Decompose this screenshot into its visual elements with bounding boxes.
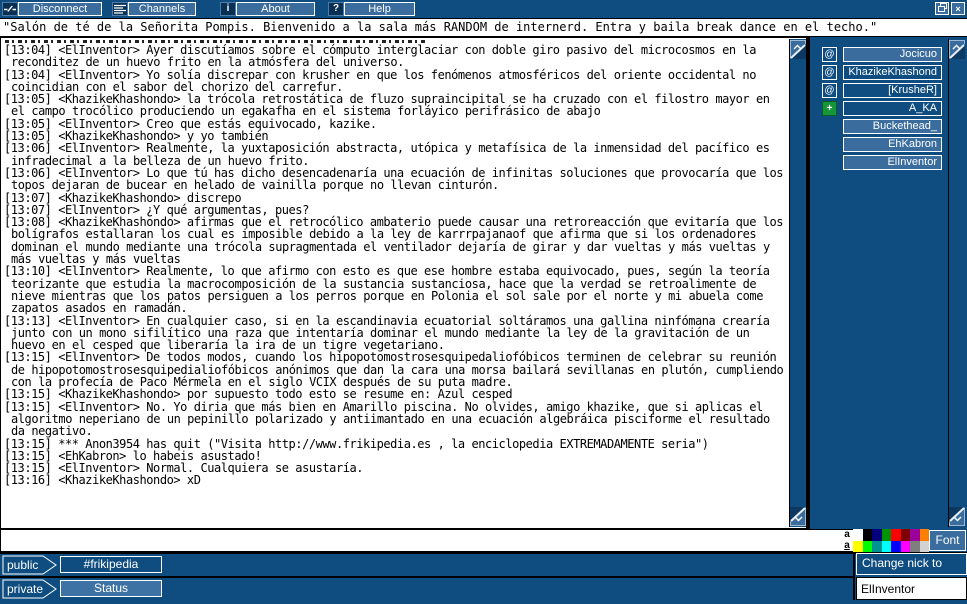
disconnect-icon — [2, 2, 18, 16]
tab-frikipedia[interactable]: #frikipedia — [60, 556, 162, 573]
voice-badge-icon: + — [822, 101, 837, 116]
user-nick[interactable]: EhKabron — [843, 137, 942, 152]
color-swatch[interactable] — [872, 541, 882, 553]
question-icon: ? — [328, 2, 344, 16]
color-swatch[interactable] — [891, 529, 901, 541]
chat-message: [13:04] <ElInventor> Yo solía discrepar con krusher en que los fenómenos atmosféricos del oriente occidental no coincidian con el sabor del chorizo del carrefur. — [4, 67, 756, 94]
public-tab-group-label: public — [7, 558, 39, 572]
private-tab-group-label: private — [7, 582, 44, 596]
chat-message: [13:05] <ElInventor> Creo que estás equivocado, kazike. — [4, 116, 377, 131]
userlist-item[interactable] — [822, 65, 942, 80]
chat-message: [13:05] <KhazikeKhashondo> la trócola retrostática de fluzo supraincipital se ha cruzado con el filostro mayor en el campo trocólico produciendo un egakafha en el sistema forláyico perifrásico de abajo — [4, 92, 770, 119]
user-nick[interactable]: KhazikeKhashond — [843, 65, 942, 80]
chat-message: [13:15] <ElInventor> De todos modos, cuando los hipopotomostrosesquipedaliofóbicos terminen de celebrar su reunión de hipopotomostrosesquipedialiofóbicos anónimos que dan la cara una morsa bailará sevillanas en plutón, cumpliendo con la profecía de Paco Mérmela en el siglo VCIX después de su puta madre. — [4, 350, 784, 390]
color-swatch[interactable] — [901, 529, 911, 541]
about-button[interactable] — [220, 2, 315, 16]
channel-topic: "Salón de té de la Señorita Pompis. Bienvenido a la sala más RANDOM de internerd. Entra y baila break dance en el techo." — [0, 18, 967, 37]
color-palette — [853, 529, 929, 552]
close-window-button[interactable] — [951, 2, 965, 15]
color-swatch[interactable] — [891, 541, 901, 553]
userlist-scroll-up-button[interactable] — [949, 40, 965, 59]
color-swatch[interactable] — [882, 541, 892, 553]
chat-message: [13:07] <ElInventor> ¿Y qué argumentas, pues? — [4, 202, 309, 217]
tab-status[interactable]: Status — [60, 580, 162, 597]
color-swatch[interactable] — [901, 541, 911, 553]
help-label: Help — [344, 2, 415, 16]
userlist-item[interactable] — [822, 47, 942, 62]
about-label: About — [236, 2, 315, 16]
color-swatch[interactable] — [853, 541, 863, 553]
help-button[interactable] — [328, 2, 415, 16]
color-swatch[interactable] — [920, 529, 930, 541]
color-swatch[interactable] — [853, 529, 863, 541]
chat-message: [13:15] <ElInventor> Normal. Cualquiera se asustaría. — [4, 461, 364, 476]
color-swatch[interactable] — [863, 541, 873, 553]
chat-message: [13:07] <KhazikeKhashondo> discrepo — [4, 190, 242, 205]
scroll-up-icon — [949, 40, 965, 59]
chat-scrollbar[interactable] — [789, 39, 806, 527]
scroll-up-icon — [790, 40, 806, 59]
underline-toggle[interactable]: a — [844, 540, 850, 551]
bold-toggle[interactable]: a — [844, 529, 850, 540]
user-nick[interactable]: Buckethead_ — [843, 119, 942, 134]
color-swatch[interactable] — [910, 541, 920, 553]
toolbar — [0, 0, 967, 18]
color-swatch[interactable] — [920, 541, 930, 553]
op-badge-icon: @ — [822, 65, 837, 80]
info-icon: i — [220, 2, 236, 16]
chat-message: [13:08] <KhazikeKhashondo> afirmas que el retrocólico ambaterio puede causar una retroreacción que evitaría que los bolígrafos estallaran los cual es imposible debido a la ley de karrrpajanaof que afirma que si los ordenadores dominan el mundo mediante una trócola supragmentada el ventilador dejaría de girar y dar vueltas y más vueltas y más vueltas y más vueltas — [4, 215, 784, 267]
chat-message: [13:10] <ElInventor> Realmente, lo que afirmo con esto es que ese hombre estaba equivocado, pues, según la teoría teorizante que estudia la macrocomposición de la sustancia sustanciosa, hace que la verdad se retroalimente de nieve mientras que los patos persiguen a los perros porque en Polonia el sol sale por el norte y mi abuela come zapatos asados en ramadán. — [4, 264, 770, 316]
nick-area-divider — [853, 552, 855, 600]
userlist-scrollbar[interactable] — [948, 39, 966, 527]
chat-message: [13:04] <ElInventor> Ayer discutíamos sobre el cómputo interglaciar con doble giro pasivo del microcosmos en la reconditez de un huevo frito en la atmósfera del universo. — [4, 43, 756, 70]
private-tab-group — [2, 579, 58, 599]
channels-label: Channels — [128, 2, 196, 16]
public-tab-group — [2, 555, 58, 575]
chat-message: [13:06] <ElInventor> Realmente, la yuxtaposición abstracta, utópica y metafísica de la inmensidad del pacífico es infradecimal a la belleza de un huevo frito. — [4, 141, 770, 168]
scroll-up-button[interactable] — [790, 40, 806, 59]
chat-message: [13:15] *** Anon3954 has quit ("Visita http://www.frikipedia.es , la enciclopedia EXTREMADAMENTE seria") — [4, 436, 709, 451]
color-swatch[interactable] — [872, 529, 882, 541]
chat-message: [13:13] <ElInventor> En cualquier caso, si en la escandinavia ecuatorial soltáramos una gallina ninfómana crearía junto con un mono sifilítico una raza que intentaría dominar el mundo mediante la ley de la gravitación de un huevo en el cesped que liberaría la ira de un tigre vegetariano. — [4, 313, 770, 353]
change-nick-label: Change nick to — [856, 553, 967, 575]
chat-message: [13:15] <EhKabron> lo habeis asustado! — [4, 448, 262, 463]
userlist-item[interactable] — [822, 101, 942, 116]
chat-message: [13:15] <ElInventor> No. Yo diria que más bien en Amarillo piscina. No olvides, amigo khazike, que si aplicas el algoritmo neperiano de un pepinillo polarizado y antiimantado en una ecuación algebráica pisciforme el resultado da negativo. — [4, 399, 770, 439]
scroll-down-icon — [790, 507, 806, 526]
user-list — [822, 47, 942, 173]
chat-messages — [4, 39, 787, 527]
scroll-down-icon — [949, 507, 965, 526]
channels-button[interactable] — [112, 2, 196, 16]
scroll-down-button[interactable] — [790, 507, 806, 526]
userlist-item[interactable] — [822, 83, 942, 98]
chat-message: [13:15] <KhazikeKhashondo> por supuesto todo esto se resume en: Azul cesped — [4, 387, 513, 402]
op-badge-icon: @ — [822, 47, 837, 62]
user-nick[interactable]: ElInventor — [843, 155, 942, 170]
op-badge-icon: @ — [822, 83, 837, 98]
restore-icon — [938, 3, 947, 14]
userlist-item[interactable] — [822, 119, 942, 134]
userlist-item[interactable] — [822, 155, 942, 170]
user-nick[interactable]: A_KA — [843, 101, 942, 116]
restore-window-button[interactable] — [935, 2, 949, 15]
nick-input[interactable] — [856, 577, 967, 600]
user-list-panel — [810, 37, 967, 529]
text-style-toggles — [841, 529, 853, 552]
chat-message: [13:16] <KhazikeKhashondo> xD — [4, 473, 201, 488]
color-swatch[interactable] — [882, 529, 892, 541]
color-swatch[interactable] — [863, 529, 873, 541]
font-button[interactable]: Font — [929, 530, 966, 551]
chat-area — [0, 37, 807, 529]
chat-message: [13:05] <KhazikeKhashondo> y yo también — [4, 129, 269, 144]
user-nick[interactable]: Jocicuo — [843, 47, 942, 62]
disconnect-button[interactable] — [2, 2, 102, 16]
tab-row-divider — [0, 576, 853, 578]
chat-message: [13:06] <ElInventor> Lo que tú has dicho desencadenaría una ecuación de infinitas soluciones que provocaría que los topos dejaran de bucear en helado de vainilla porque no llevan cinturón. — [4, 165, 784, 193]
disconnect-label: Disconnect — [18, 2, 102, 16]
message-input[interactable] — [0, 529, 853, 552]
color-swatch[interactable] — [910, 529, 920, 541]
userlist-item[interactable] — [822, 137, 942, 152]
user-nick[interactable]: [KrusheR] — [843, 83, 942, 98]
close-icon: × — [955, 3, 961, 14]
channel-list-icon — [112, 2, 128, 16]
userlist-scroll-down-button[interactable] — [949, 507, 965, 526]
